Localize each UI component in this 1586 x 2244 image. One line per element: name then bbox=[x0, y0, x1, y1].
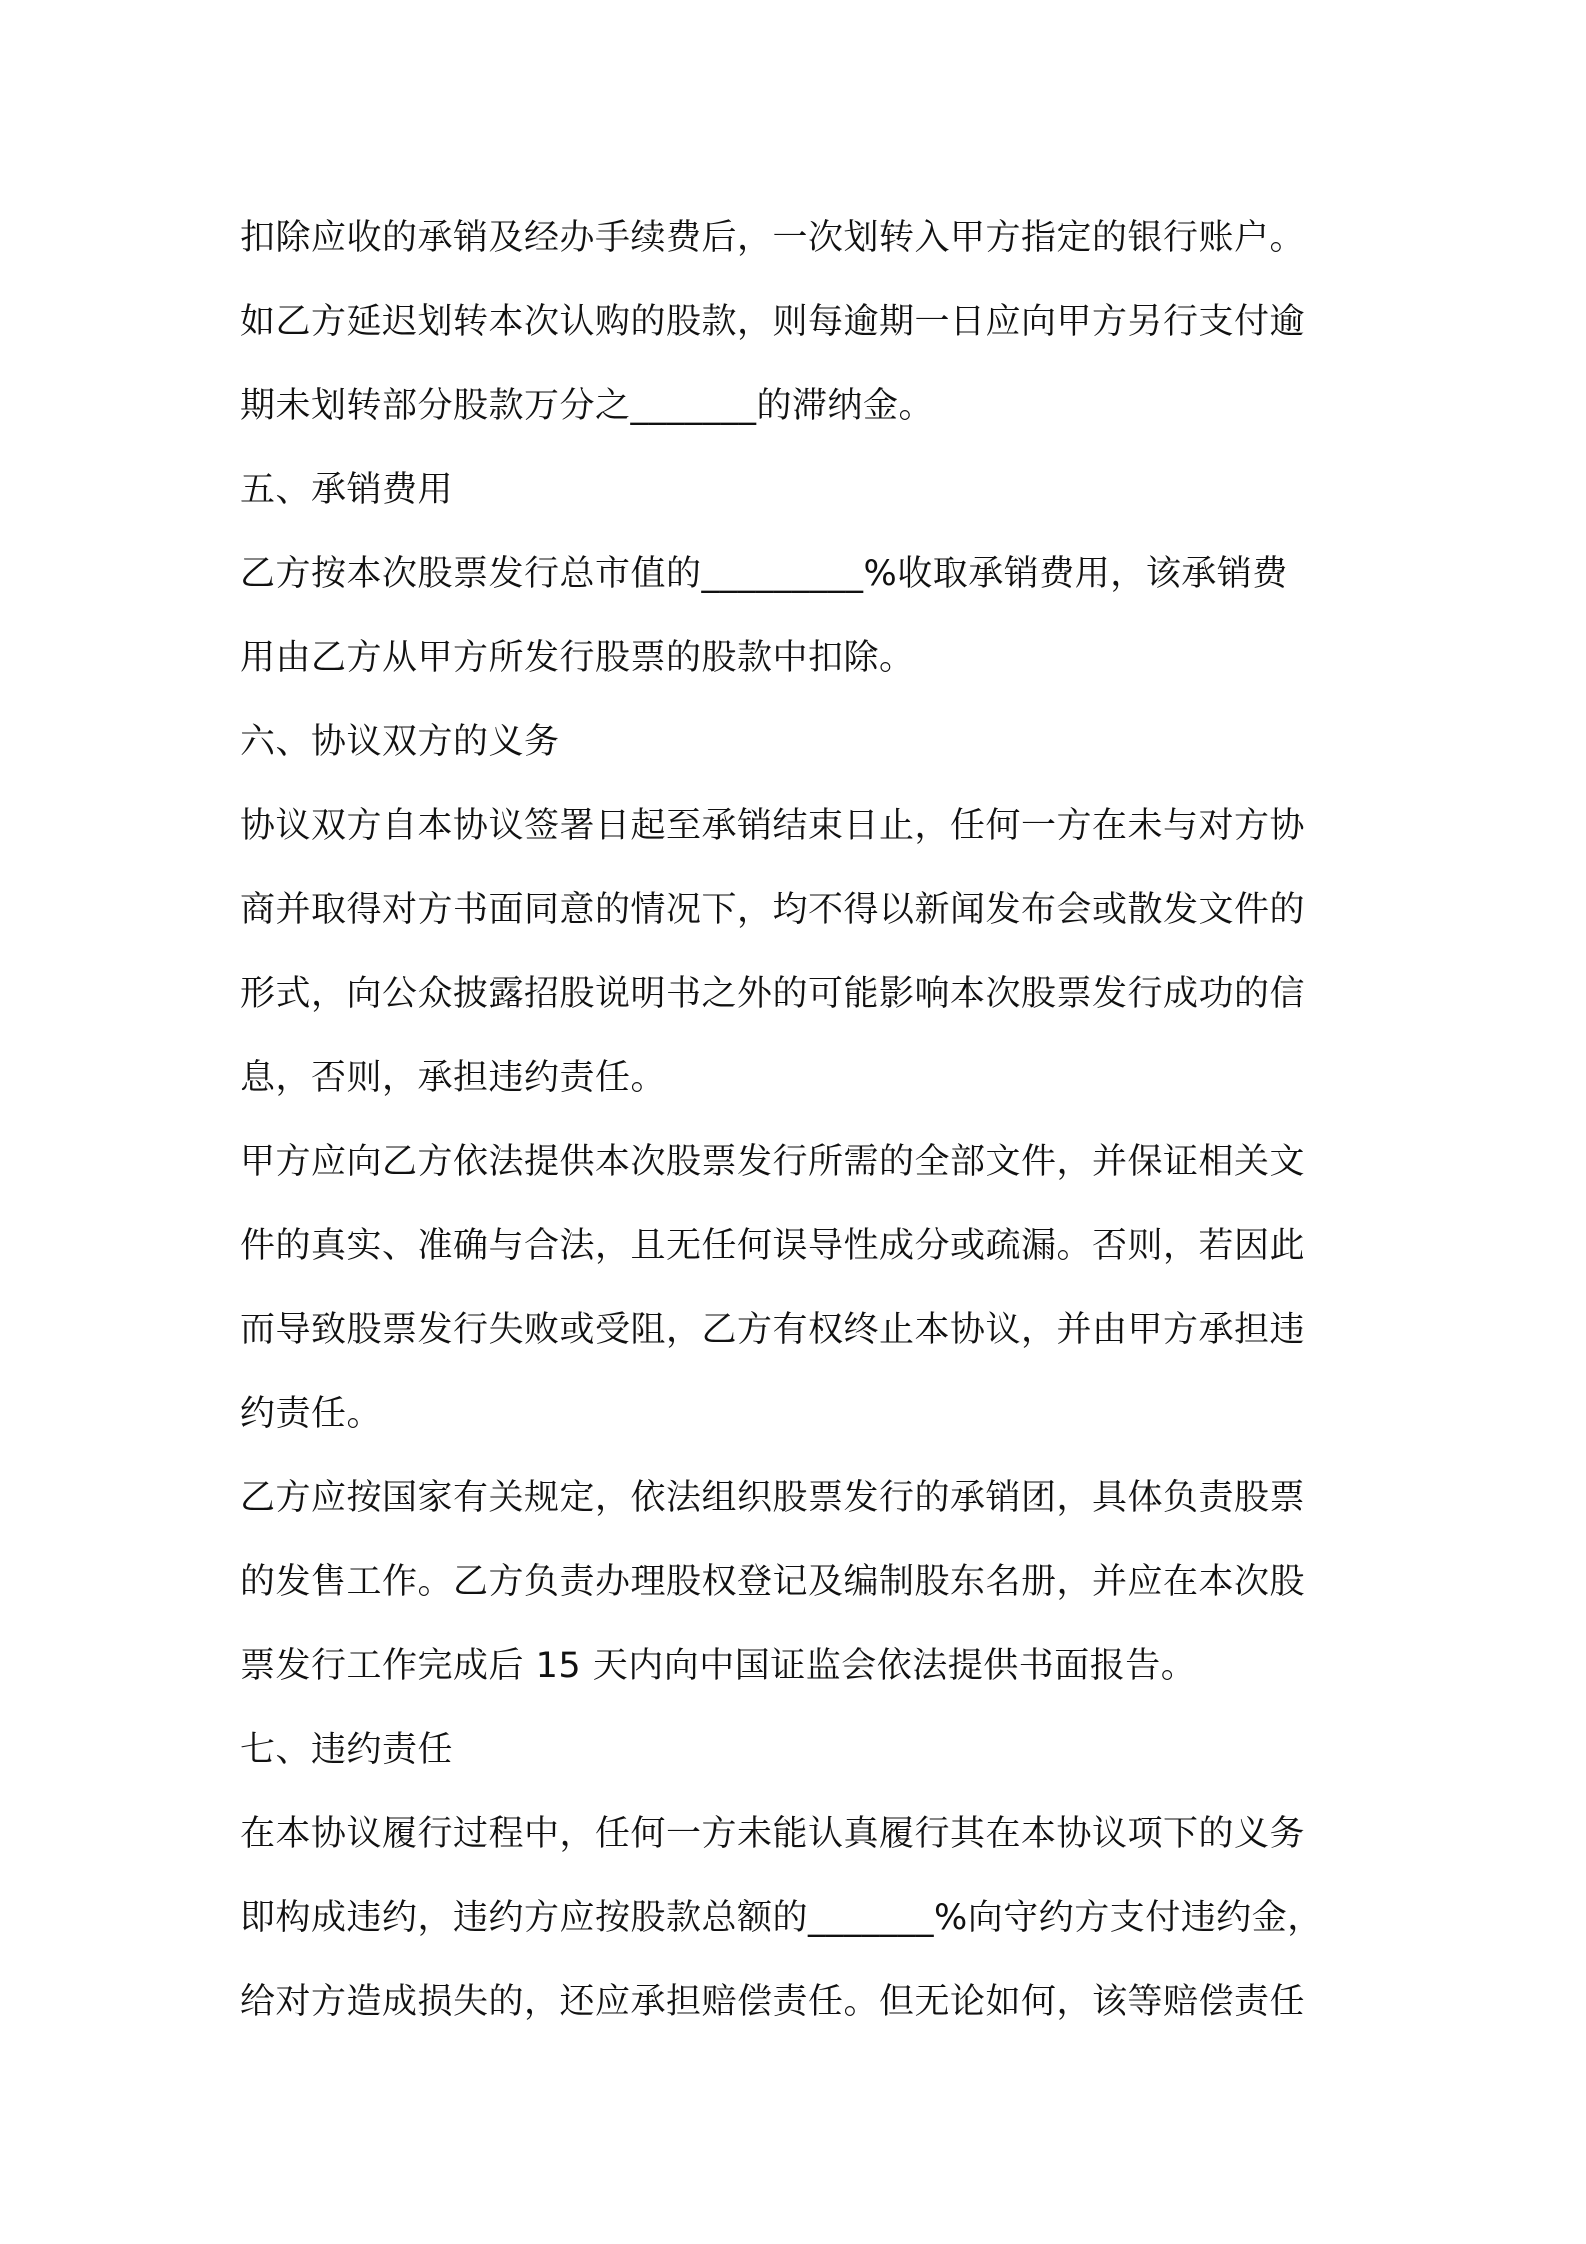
paragraph-line: 息，否则，承担违约责任。 bbox=[240, 1058, 667, 1098]
paragraph-line: 即构成违约，违约方应按股款总额的_______%向守约方支付违约金， bbox=[240, 1898, 1323, 1938]
paragraph-line: 件的真实、准确与合法，且无任何误导性成分或疏漏。否则，若因此 bbox=[240, 1226, 1306, 1266]
paragraph-line: 协议双方自本协议签署日起至承销结束日止，任何一方在未与对方协 bbox=[240, 806, 1306, 846]
paragraph-line: 乙方应按国家有关规定，依法组织股票发行的承销团，具体负责股票 bbox=[240, 1478, 1306, 1518]
paragraph-line: 甲方应向乙方依法提供本次股票发行所需的全部文件，并保证相关文 bbox=[240, 1142, 1306, 1182]
paragraph-line: 乙方按本次股票发行总市值的_________%收取承销费用，该承销费 bbox=[240, 554, 1288, 594]
paragraph-line: 而导致股票发行失败或受阻，乙方有权终止本协议，并由甲方承担违 bbox=[240, 1310, 1306, 1350]
paragraph-line: 的发售工作。乙方负责办理股权登记及编制股东名册，并应在本次股 bbox=[240, 1562, 1306, 1602]
paragraph-line: 期未划转部分股款万分之_______的滞纳金。 bbox=[240, 386, 935, 426]
section-heading-breach-liability: 七、违约责任 bbox=[240, 1730, 454, 1770]
paragraph-line: 票发行工作完成后 15 天内向中国证监会依法提供书面报告。 bbox=[240, 1646, 1197, 1686]
paragraph-line: 商并取得对方书面同意的情况下，均不得以新闻发布会或散发文件的 bbox=[240, 890, 1306, 930]
paragraph-line: 在本协议履行过程中，任何一方未能认真履行其在本协议项下的义务 bbox=[240, 1814, 1306, 1854]
section-heading-obligations: 六、协议双方的义务 bbox=[240, 722, 560, 762]
paragraph-line: 给对方造成损失的，还应承担赔偿责任。但无论如何，该等赔偿责任 bbox=[240, 1982, 1306, 2022]
paragraph-line: 用由乙方从甲方所发行股票的股款中扣除。 bbox=[240, 638, 915, 678]
document-body bbox=[240, 196, 1356, 2044]
paragraph-line: 扣除应收的承销及经办手续费后，一次划转入甲方指定的银行账户。 bbox=[240, 218, 1306, 258]
paragraph-line: 形式，向公众披露招股说明书之外的可能影响本次股票发行成功的信 bbox=[240, 974, 1306, 1014]
paragraph-line: 如乙方延迟划转本次认购的股款，则每逾期一日应向甲方另行支付逾 bbox=[240, 302, 1306, 342]
paragraph-line: 约责任。 bbox=[240, 1394, 383, 1434]
section-heading-underwriting-fee: 五、承销费用 bbox=[240, 470, 454, 510]
